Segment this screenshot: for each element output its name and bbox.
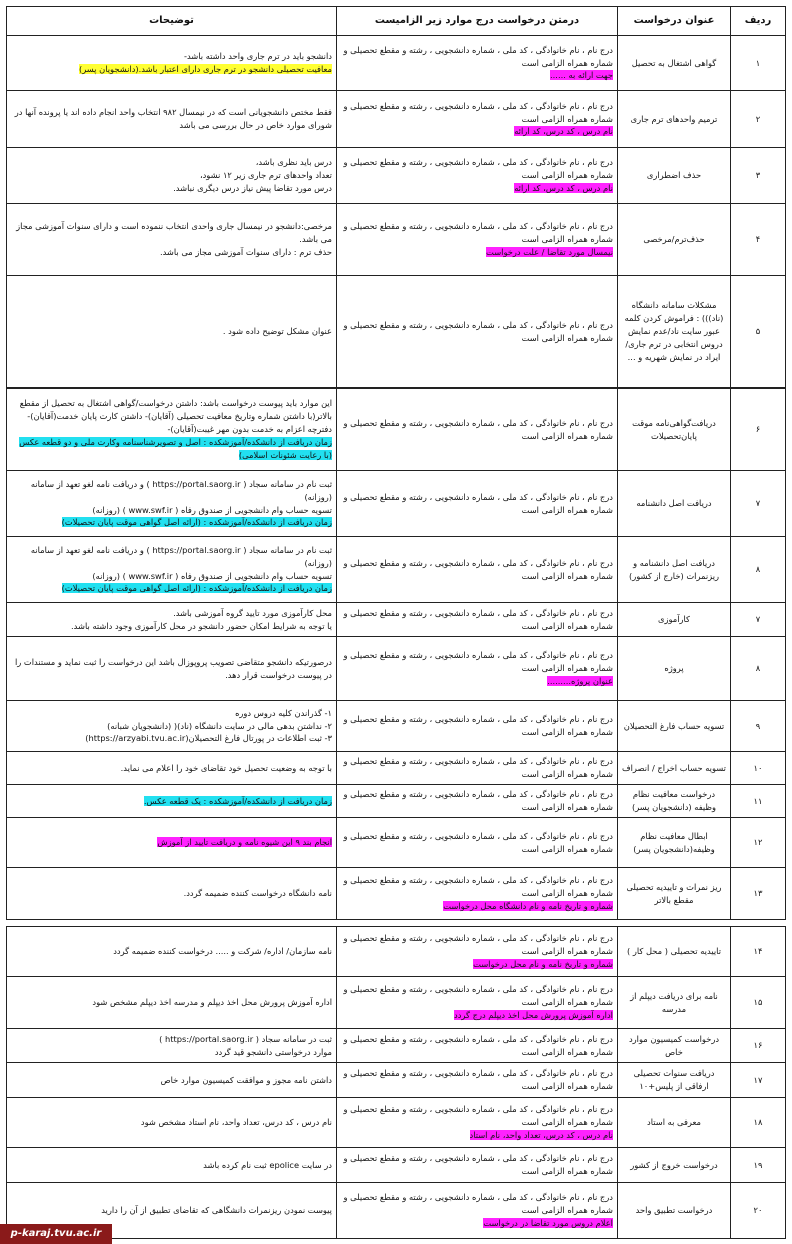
col-header-num: ردیف <box>731 7 786 36</box>
row-requirements <box>337 148 618 204</box>
row-requirements: درج نام ، نام خانوادگی ، کد ملی ، شماره دانشجویی ، رشته و مقطع تحصیلی و شماره همراه الزامی است <box>337 1148 618 1183</box>
table-row <box>7 1063 786 1098</box>
row-requirements: درج نام ، نام خانوادگی ، کد ملی ، شماره دانشجویی ، رشته و مقطع تحصیلی و شماره همراه الزامی است <box>337 603 618 637</box>
row-requirements: درج نام ، نام خانوادگی ، کد ملی ، شماره دانشجویی ، رشته و مقطع تحصیلی و شماره همراه الزامی است <box>337 785 618 818</box>
row-num: ۷ <box>731 471 786 537</box>
note-line: ۱- گذراندن کلیه دروس دوره <box>235 707 332 718</box>
row-requirements <box>337 36 618 91</box>
col-header-notes: توضیحات <box>7 7 337 36</box>
row-requirements <box>337 1183 618 1239</box>
row-num: ۵ <box>731 276 786 388</box>
table-row <box>7 927 786 977</box>
row-num: ۹ <box>731 701 786 752</box>
note-line-highlight: زمان دریافت از دانشکده/آموزشکده : اصل و تصویرشناسنامه وکارت ملی و دو قطعه عکس (با رعایت شئونات اسلامی) <box>19 436 332 460</box>
req-extra: جهت ارائه به ...... <box>550 70 613 81</box>
row-title: دریافت اصل دانشنامه <box>618 471 731 537</box>
col-header-title: عنوان درخواست <box>618 7 731 36</box>
row-title: ابطال معافیت نظام وظیفه(دانشجویان پسر) <box>618 818 731 868</box>
row-num: ۱۱ <box>731 785 786 818</box>
row-requirements <box>337 927 618 977</box>
req-extra: عنوان پروژه......... <box>547 675 613 686</box>
row-num: ۴ <box>731 204 786 276</box>
note-line <box>11 436 332 462</box>
note-line: درس باید نظری باشد، <box>255 157 332 168</box>
row-notes: داشتن نامه مجوز و موافقت کمیسیون موارد خاص <box>7 1063 337 1098</box>
row-notes <box>7 1029 337 1063</box>
note-line: دانشجو باید در ترم جاری واحد داشته باشد- <box>183 51 332 62</box>
note-line: یا توجه به شرایط امکان حضور دانشجو در محل کارآموزی وجود داشته باشد. <box>71 620 332 631</box>
note-line-link[interactable]: ثبت نام در سامانه سجاد ( https://portal.saorg.ir ) و دریافت نامه لغو تعهد از سامانه (روزانه) <box>30 544 332 568</box>
row-notes <box>7 36 337 91</box>
std-req-text: درج نام ، نام خانوادگی ، کد ملی ، شماره دانشجویی ، رشته و مقطع تحصیلی و شماره همراه الزامی است <box>343 319 613 343</box>
row-num: ۸ <box>731 637 786 701</box>
requests-table-part3 <box>6 926 786 1239</box>
row-notes: نامه دانشگاه درخواست کننده ضمیمه گردد. <box>7 868 337 920</box>
table-row <box>7 701 786 752</box>
table-row <box>7 148 786 204</box>
table-row <box>7 603 786 637</box>
row-notes <box>7 785 337 818</box>
requests-table-part2 <box>6 388 786 920</box>
row-title: دریافت‌گواهی‌نامه موقت پایان‌تحصیلات <box>618 389 731 471</box>
note-line-highlight: زمان دریافت از دانشکده/آموزشکده : (ارائه اصل گواهی موقت پایان تحصیلات) <box>61 583 332 594</box>
table-row <box>7 276 786 388</box>
note-line-link[interactable]: تسویه حساب وام دانشجویی از صندوق رفاه ( www.swf.ir ) (روزانه) <box>92 570 332 581</box>
table-row <box>7 36 786 91</box>
std-req-text: درج نام ، نام خانوادگی ، کد ملی ، شماره دانشجویی ، رشته و مقطع تحصیلی و شماره همراه الزامی است <box>343 44 613 68</box>
row-title: تسویه حساب اخراج / انصراف <box>618 752 731 785</box>
note-line-link[interactable]: تسویه حساب وام دانشجویی از صندوق رفاه ( www.swf.ir ) (روزانه) <box>92 504 332 515</box>
col-header-requirements: درمتن درخواست درج موارد زیر الزامیست <box>337 7 618 36</box>
row-notes: اداره آموزش پرورش محل اخذ دیپلم و مدرسه اخذ دیپلم مشخص شود <box>7 977 337 1029</box>
row-num: ۱۳ <box>731 868 786 920</box>
row-title: ترمیم واحدهای ترم جاری <box>618 91 731 148</box>
note-line: این موارد باید پیوست درخواست باشد: داشتن درخواست/گواهی اشتغال به تحصیل از مقطع بالاتر(با داشتن شماره وتاریخ معافیت تحصیلی (آقایان)- داشتن کارت پایان خدمت(آقایان)- دفترچه اعزام به خدمت بدون مهر غیبت(آقایان)- <box>19 398 332 435</box>
row-requirements: درج نام ، نام خانوادگی ، کد ملی ، شماره دانشجویی ، رشته و مقطع تحصیلی و شماره همراه الزامی است <box>337 1063 618 1098</box>
note-line: درس مورد تقاضا پیش نیاز درس دیگری نباشد. <box>173 182 332 193</box>
row-notes <box>7 148 337 204</box>
row-notes: نام درس ، کد درس، تعداد واحد، نام استاد مشخص شود <box>7 1098 337 1148</box>
table-row <box>7 389 786 471</box>
table-row <box>7 204 786 276</box>
std-req-text: درج نام ، نام خانوادگی ، کد ملی ، شماره دانشجویی ، رشته و مقطع تحصیلی و شماره همراه الزامی است <box>343 157 613 181</box>
row-requirements <box>337 204 618 276</box>
row-title: حذف‌ترم/مرخصی <box>618 204 731 276</box>
row-num: ۱۵ <box>731 977 786 1029</box>
row-requirements <box>337 91 618 148</box>
requests-table-part1 <box>6 6 786 388</box>
std-req-text: درج نام ، نام خانوادگی ، کد ملی ، شماره دانشجویی ، رشته و مقطع تحصیلی و شماره همراه الزامی است <box>343 1104 613 1128</box>
row-num: ۱۴ <box>731 927 786 977</box>
row-requirements: درج نام ، نام خانوادگی ، کد ملی ، شماره دانشجویی ، رشته و مقطع تحصیلی و شماره همراه الزامی است <box>337 818 618 868</box>
std-req-text: درج نام ، نام خانوادگی ، کد ملی ، شماره دانشجویی ، رشته و مقطع تحصیلی و شماره همراه الزامی است <box>343 875 613 899</box>
req-extra: شماره و تاریخ نامه و نام دانشگاه محل درخواست <box>443 900 613 911</box>
req-extra: نام درس ، کد درس، کد ارائه <box>514 126 613 137</box>
row-num: ۱۹ <box>731 1148 786 1183</box>
table-row <box>7 1148 786 1183</box>
std-req-text: درج نام ، نام خانوادگی ، کد ملی ، شماره دانشجویی ، رشته و مقطع تحصیلی و شماره همراه الزامی است <box>343 650 613 674</box>
row-title: مشکلات سامانه دانشگاه (ناد))) : فراموش کردن کلمه عبور سایت ناد/عدم نمایش دروس انتخابی در ترم جاری/ ایراد در نمایش شهریه و ... <box>618 276 731 388</box>
row-notes <box>7 818 337 868</box>
row-notes <box>7 603 337 637</box>
row-title: نامه برای دریافت دیپلم از مدرسه <box>618 977 731 1029</box>
note-line: تعداد واحدهای ترم جاری زیر ۱۲ نشود، <box>199 170 332 181</box>
row-requirements: درج نام ، نام خانوادگی ، کد ملی ، شماره دانشجویی ، رشته و مقطع تحصیلی و شماره همراه الزامی است <box>337 537 618 603</box>
table-row <box>7 637 786 701</box>
std-req-text: درج نام ، نام خانوادگی ، کد ملی ، شماره دانشجویی ، رشته و مقطع تحصیلی و شماره همراه الزامی است <box>343 221 613 245</box>
row-title: تاییدیه تحصیلی ( محل کار ) <box>618 927 731 977</box>
row-num: ۲ <box>731 91 786 148</box>
row-notes <box>7 204 337 276</box>
note-line: ۲- نداشتن بدهی مالی در سایت دانشگاه (ناد)( (دانشجویان شبانه) <box>107 720 332 731</box>
row-requirements <box>337 977 618 1029</box>
row-title: تسویه حساب فارغ التحصیلان <box>618 701 731 752</box>
row-num: ۶ <box>731 389 786 471</box>
note-line-highlight: معافیت تحصیلی دانشجو در ترم جاری دارای اعتبار باشد.(دانشجویان پسر) <box>78 64 332 74</box>
note-line-highlight: زمان دریافت از دانشکده/آموزشکده : یک قطعه عکس. <box>143 795 332 806</box>
note-line: موارد درخواستی دانشجو قید گردد <box>214 1046 332 1057</box>
row-title: معرفی به استاد <box>618 1098 731 1148</box>
table-row <box>7 1098 786 1148</box>
row-notes: درصورتیکه دانشجو متقاضی تصویب پروپوزال باشد این درخواست را ثبت نماید و مستندات را در پیوست درخواست قرار دهد. <box>7 637 337 701</box>
row-requirements <box>337 1098 618 1148</box>
req-extra: شماره و تاریخ نامه و نام محل درخواست <box>473 958 613 969</box>
table-row <box>7 1183 786 1239</box>
row-title: درخواست تطبیق واحد <box>618 1183 731 1239</box>
row-requirements: درج نام ، نام خانوادگی ، کد ملی ، شماره دانشجویی ، رشته و مقطع تحصیلی و شماره همراه الزامی است <box>337 752 618 785</box>
table-row <box>7 818 786 868</box>
row-num: ۲۰ <box>731 1183 786 1239</box>
table-row <box>7 868 786 920</box>
row-requirements: درج نام ، نام خانوادگی ، کد ملی ، شماره دانشجویی ، رشته و مقطع تحصیلی و شماره همراه الزامی است <box>337 471 618 537</box>
row-title: دریافت سنوات تحصیلی ارفاقی از پلیس+۱۰ <box>618 1063 731 1098</box>
note-line: حذف ترم : دارای سنوات آموزشی مجاز می باشد. <box>159 246 332 257</box>
table-row <box>7 785 786 818</box>
table-row <box>7 537 786 603</box>
table-row <box>7 91 786 148</box>
row-title: حذف اضطراری <box>618 148 731 204</box>
req-extra: اداره آموزش پرورش محل اخذ دیپلم درج گردد <box>454 1009 613 1020</box>
note-line-highlight: زمان دریافت از دانشکده/آموزشکده : (ارائه اصل گواهی موقت پایان تحصیلات) <box>61 517 332 528</box>
row-notes: پیوست نمودن ریزنمرات دانشگاهی که تقاضای تطبیق از آن را دارید <box>7 1183 337 1239</box>
table-row <box>7 752 786 785</box>
note-line-link[interactable]: ثبت در سامانه سجاد ( https://portal.saorg.ir ) <box>159 1033 332 1044</box>
row-num: ۱ <box>731 36 786 91</box>
req-extra: نام درس ، کد درس، تعداد واحد، نام استاد <box>469 1129 613 1140</box>
note-line-link[interactable]: ثبت نام در سامانه سجاد ( https://portal.saorg.ir ) و دریافت نامه لغو تعهد از سامانه (روزانه) <box>30 478 332 502</box>
note-line: محل کارآموزی مورد تایید گروه آموزشی باشد. <box>173 607 332 618</box>
row-requirements <box>337 276 618 388</box>
row-notes <box>7 537 337 603</box>
row-title: درخواست معافیت نظام وظیفه (دانشجویان پسر) <box>618 785 731 818</box>
row-num: ۸ <box>731 537 786 603</box>
row-requirements <box>337 868 618 920</box>
row-title: پروژه <box>618 637 731 701</box>
row-title: ریز نمرات و تاییدیه تحصیلی مقطع بالاتر <box>618 868 731 920</box>
row-num: ۱۲ <box>731 818 786 868</box>
table-row <box>7 1029 786 1063</box>
row-title: درخواست خروج از کشور <box>618 1148 731 1183</box>
row-requirements <box>337 637 618 701</box>
std-req-text: درج نام ، نام خانوادگی ، کد ملی ، شماره دانشجویی ، رشته و مقطع تحصیلی و شماره همراه الزامی است <box>343 1192 613 1216</box>
note-line: ۳- ثبت اطلاعات در پورتال فارغ التحصیلان(https://arzyabi.tvu.ac.ir) <box>85 733 332 744</box>
table-row <box>7 471 786 537</box>
row-num: ۳ <box>731 148 786 204</box>
row-notes <box>7 701 337 752</box>
row-notes: در سایت epolice ثبت نام کرده باشد <box>7 1148 337 1183</box>
row-requirements: درج نام ، نام خانوادگی ، کد ملی ، شماره دانشجویی ، رشته و مقطع تحصیلی و شماره همراه الزامی است <box>337 1029 618 1063</box>
row-num: ۱۷ <box>731 1063 786 1098</box>
note-line: مرخصی:دانشجو در نیمسال جاری واحدی انتخاب ننموده است و دارای سنوات آموزشی مجاز می باشد. <box>16 221 332 245</box>
req-extra: اعلام دروس مورد تقاضا در درخواست <box>483 1217 613 1228</box>
note-line-highlight: انجام بند ۹ این شیوه نامه و دریافت تایید از آموزش <box>157 837 332 848</box>
req-extra: نیمسال مورد تقاضا / علت درخواست <box>486 246 613 257</box>
std-req-text: درج نام ، نام خانوادگی ، کد ملی ، شماره دانشجویی ، رشته و مقطع تحصیلی و شماره همراه الزامی است <box>343 984 613 1008</box>
row-notes: عنوان مشکل توضیح داده شود . <box>7 276 337 388</box>
std-req-text: درج نام ، نام خانوادگی ، کد ملی ، شماره دانشجویی ، رشته و مقطع تحصیلی و شماره همراه الزامی است <box>343 933 613 957</box>
row-notes: نامه سازمان/ اداره/ شرکت و ..... درخواست کننده ضمیمه گردد <box>7 927 337 977</box>
row-num: ۱۶ <box>731 1029 786 1063</box>
row-title: دریافت اصل دانشنامه و ریزنمرات (خارج از کشور) <box>618 537 731 603</box>
std-req-text: درج نام ، نام خانوادگی ، کد ملی ، شماره دانشجویی ، رشته و مقطع تحصیلی و شماره همراه الزامی است <box>343 100 613 124</box>
row-num: ۱۰ <box>731 752 786 785</box>
row-title: گواهی اشتغال به تحصیل <box>618 36 731 91</box>
row-title: درخواست کمیسیون موارد خاص <box>618 1029 731 1063</box>
row-notes: فقط مختص دانشجویانی است که در نیمسال ۹۸۲ انتخاب واحد انجام داده اند یا پرونده آنها در شورای موارد خاص در حال بررسی می باشد <box>7 91 337 148</box>
row-notes <box>7 389 337 471</box>
site-url-footer[interactable]: p-karaj.tvu.ac.ir <box>0 1224 112 1244</box>
row-notes: با توجه به وضعیت تحصیل خود تقاضای خود را اعلام می نماید. <box>7 752 337 785</box>
req-extra: نام درس ، کد درس، کد ارائه <box>514 182 613 193</box>
row-requirements: درج نام ، نام خانوادگی ، کد ملی ، شماره دانشجویی ، رشته و مقطع تحصیلی و شماره همراه الزامی است <box>337 389 618 471</box>
row-num: ۷ <box>731 603 786 637</box>
table-row <box>7 977 786 1029</box>
row-notes <box>7 471 337 537</box>
row-num: ۱۸ <box>731 1098 786 1148</box>
row-title: کارآموزی <box>618 603 731 637</box>
row-requirements: درج نام ، نام خانوادگی ، کد ملی ، شماره دانشجویی ، رشته و مقطع تحصیلی و شماره همراه الزامی است <box>337 701 618 752</box>
